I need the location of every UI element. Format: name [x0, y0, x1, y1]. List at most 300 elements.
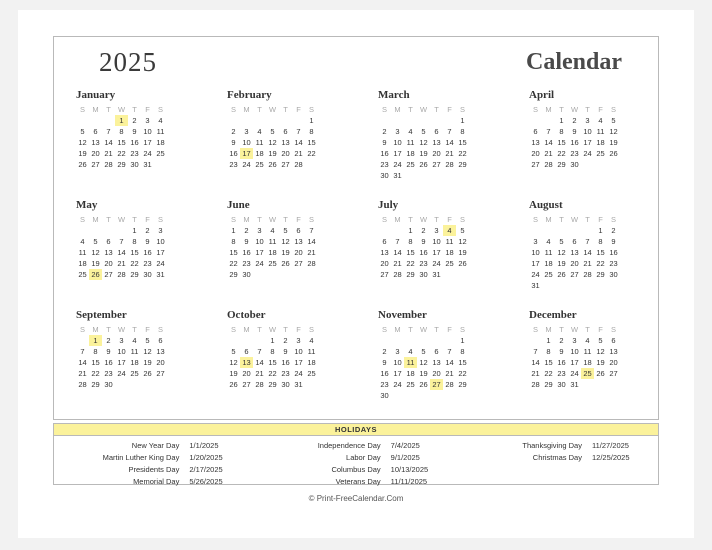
holiday-date: 1/1/2025	[189, 441, 219, 450]
month-day-grid	[227, 104, 318, 170]
day-cell-empty	[581, 379, 594, 390]
day-cell: 4	[585, 336, 590, 345]
day-cell: 13	[432, 358, 441, 367]
week-row	[76, 269, 167, 280]
day-cell: 28	[445, 380, 454, 389]
day-cell-empty	[253, 115, 266, 126]
day-cell: 26	[268, 160, 277, 169]
day-cell: 12	[281, 237, 290, 246]
day-cell-empty	[529, 335, 542, 346]
month-block	[54, 309, 205, 419]
day-cell: 14	[78, 358, 87, 367]
day-cell: 22	[117, 149, 126, 158]
week-row	[378, 115, 469, 126]
day-cell: 4	[309, 336, 314, 345]
day-cell: 8	[270, 347, 275, 356]
day-cell: 29	[406, 270, 415, 279]
day-cell: 4	[546, 237, 551, 246]
day-cell-empty	[128, 379, 141, 390]
week-row	[529, 346, 620, 357]
weekday-header: M	[394, 325, 401, 334]
day-cell-empty	[115, 379, 128, 390]
day-cell: 3	[296, 336, 301, 345]
day-cell: 25	[156, 149, 165, 158]
day-cell: 29	[91, 380, 100, 389]
holiday-date: 2/17/2025	[189, 465, 223, 474]
weekday-header: M	[92, 215, 99, 224]
day-cell: 13	[531, 138, 540, 147]
day-cell: 2	[231, 127, 236, 136]
day-cell: 15	[458, 358, 467, 367]
day-cell: 4	[408, 347, 413, 356]
day-cell: 3	[257, 226, 262, 235]
day-cell: 15	[544, 358, 553, 367]
day-cell: 24	[242, 160, 251, 169]
week-row	[76, 126, 167, 137]
weekday-header: S	[79, 105, 85, 114]
day-cell: 18	[130, 358, 139, 367]
month-day-grid	[76, 104, 167, 170]
day-cell: 25	[130, 369, 139, 378]
holiday-date: 12/25/2025	[591, 453, 630, 462]
month-day-grid	[76, 214, 167, 280]
weekday-header: T	[559, 215, 564, 224]
day-cell: 27	[281, 160, 290, 169]
week-row	[76, 258, 167, 269]
weekday-header: W	[268, 325, 277, 334]
day-cell: 18	[406, 369, 415, 378]
day-cell: 27	[91, 160, 100, 169]
day-cell: 12	[91, 248, 100, 257]
day-cell: 10	[117, 347, 126, 356]
weekday-header: W	[570, 215, 579, 224]
holiday-row	[263, 440, 448, 452]
day-cell: 27	[609, 369, 618, 378]
holidays-header: HOLIDAYS	[54, 424, 658, 436]
day-cell: 23	[104, 369, 113, 378]
month-name: February	[227, 89, 272, 101]
day-cell: 19	[596, 358, 605, 367]
day-cell: 6	[382, 237, 387, 246]
day-cell: 15	[458, 138, 467, 147]
day-cell: 19	[91, 259, 100, 268]
day-cell: 24	[531, 270, 540, 279]
day-cell-empty	[456, 269, 469, 280]
month-block	[507, 199, 658, 309]
month-name: September	[76, 309, 127, 321]
day-cell: 3	[533, 237, 538, 246]
day-cell: 19	[458, 248, 467, 257]
day-cell: 12	[419, 358, 428, 367]
week-row	[378, 126, 469, 137]
weekday-header: T	[106, 215, 111, 224]
day-cell: 10	[156, 237, 165, 246]
day-cell: 29	[229, 270, 238, 279]
day-cell-empty	[89, 115, 102, 126]
day-cell: 22	[130, 259, 139, 268]
week-row	[227, 258, 318, 269]
weekday-header: W	[570, 105, 579, 114]
day-cell: 13	[570, 248, 579, 257]
day-cell: 27	[242, 380, 251, 389]
week-row	[529, 280, 620, 291]
day-cell: 13	[294, 237, 303, 246]
weekday-header: M	[92, 325, 99, 334]
day-cell: 28	[255, 380, 264, 389]
month-name: November	[378, 309, 427, 321]
day-cell: 25	[544, 270, 553, 279]
month-day-grid	[529, 214, 620, 291]
weekday-header: T	[408, 105, 413, 114]
weekday-header: T	[434, 215, 439, 224]
day-cell: 29	[130, 270, 139, 279]
weekday-header: T	[585, 325, 590, 334]
day-cell-empty	[404, 335, 417, 346]
day-cell: 9	[244, 237, 249, 246]
week-row	[378, 269, 469, 280]
week-row	[227, 335, 318, 346]
holiday-name: Martin Luther King Day	[102, 453, 180, 462]
day-cell: 28	[104, 160, 113, 169]
day-cell: 22	[307, 149, 316, 158]
calendar-title-row	[54, 37, 658, 89]
day-cell: 8	[93, 347, 98, 356]
day-cell: 11	[404, 357, 417, 368]
weekday-header: T	[434, 325, 439, 334]
day-cell: 17	[117, 358, 126, 367]
month-day-grid	[76, 324, 167, 390]
day-cell: 11	[445, 237, 454, 246]
week-row	[76, 236, 167, 247]
day-cell: 13	[281, 138, 290, 147]
day-cell: 17	[531, 259, 540, 268]
day-cell: 10	[393, 358, 402, 367]
day-cell: 30	[130, 160, 139, 169]
day-cell: 28	[393, 270, 402, 279]
week-row	[378, 379, 469, 390]
weekday-header: T	[585, 105, 590, 114]
day-cell: 16	[104, 358, 113, 367]
holiday-row	[263, 476, 448, 488]
day-cell-empty	[581, 280, 594, 291]
day-cell: 10	[531, 248, 540, 257]
day-cell: 29	[557, 160, 566, 169]
day-cell: 7	[533, 347, 538, 356]
weekday-header: T	[132, 215, 137, 224]
weekday-header: W	[268, 215, 277, 224]
day-cell-empty	[430, 390, 443, 401]
day-cell-empty	[417, 115, 430, 126]
weekday-header: S	[308, 215, 314, 224]
weekday-header: S	[459, 215, 465, 224]
day-cell: 23	[609, 259, 618, 268]
day-cell: 25	[596, 149, 605, 158]
day-cell: 16	[380, 369, 389, 378]
holiday-name: Columbus Day	[331, 465, 381, 474]
day-cell: 10	[255, 237, 264, 246]
calendar-sheet	[53, 36, 659, 420]
day-cell: 22	[406, 259, 415, 268]
day-cell: 30	[242, 270, 251, 279]
day-cell: 4	[158, 116, 163, 125]
holiday-column	[255, 440, 456, 488]
week-row	[76, 357, 167, 368]
weekday-header: T	[257, 215, 262, 224]
day-cell: 15	[268, 358, 277, 367]
day-cell: 12	[229, 358, 238, 367]
day-cell: 26	[78, 160, 87, 169]
holiday-row	[465, 440, 650, 452]
month-name: October	[227, 309, 266, 321]
weekday-header: T	[559, 105, 564, 114]
day-cell-empty	[154, 379, 167, 390]
day-cell: 16	[380, 149, 389, 158]
weekday-header: M	[545, 325, 552, 334]
weekday-header: T	[283, 105, 288, 114]
day-cell-empty	[391, 335, 404, 346]
day-cell: 24	[393, 380, 402, 389]
day-cell: 13	[91, 138, 100, 147]
day-cell: 19	[419, 369, 428, 378]
holiday-date: 11/11/2025	[390, 477, 428, 486]
day-cell: 11	[583, 347, 592, 356]
day-cell: 4	[443, 225, 456, 236]
day-cell-empty	[89, 225, 102, 236]
month-block	[205, 89, 356, 199]
day-cell: 6	[434, 347, 439, 356]
day-cell: 6	[283, 127, 288, 136]
day-cell: 1	[559, 116, 564, 125]
holiday-row	[263, 452, 448, 464]
day-cell: 23	[143, 259, 152, 268]
week-row	[227, 346, 318, 357]
week-row	[76, 159, 167, 170]
day-cell: 18	[406, 149, 415, 158]
day-cell: 22	[458, 149, 467, 158]
day-cell: 1	[460, 116, 465, 125]
day-cell: 7	[119, 237, 124, 246]
month-day-grid	[378, 104, 469, 181]
day-cell: 11	[307, 347, 316, 356]
holiday-row	[62, 452, 247, 464]
day-cell-empty	[154, 159, 167, 170]
day-cell-empty	[378, 115, 391, 126]
week-row	[227, 225, 318, 236]
day-cell: 19	[557, 259, 566, 268]
day-cell: 13	[432, 138, 441, 147]
day-cell: 12	[609, 127, 618, 136]
weekday-header: S	[230, 215, 236, 224]
day-cell: 9	[611, 237, 616, 246]
day-cell: 17	[583, 138, 592, 147]
holiday-name: Christmas Day	[532, 453, 582, 462]
holiday-date: 11/27/2025	[591, 441, 629, 450]
day-cell-empty	[417, 170, 430, 181]
holiday-row	[62, 476, 247, 488]
weekday-header: F	[447, 325, 452, 334]
day-cell: 30	[570, 160, 579, 169]
day-cell: 22	[91, 369, 100, 378]
weekday-header: S	[610, 105, 616, 114]
week-row	[378, 170, 469, 181]
day-cell: 1	[546, 336, 551, 345]
week-row	[529, 225, 620, 236]
day-cell: 6	[572, 237, 577, 246]
day-cell: 10	[393, 138, 402, 147]
day-cell: 5	[145, 336, 150, 345]
day-cell: 2	[382, 347, 387, 356]
day-cell-empty	[305, 379, 318, 390]
week-row	[378, 390, 469, 401]
day-cell: 8	[460, 347, 465, 356]
month-block	[54, 199, 205, 309]
day-cell: 3	[585, 116, 590, 125]
day-cell-empty	[305, 269, 318, 280]
day-cell: 12	[557, 248, 566, 257]
holiday-row	[62, 440, 247, 452]
day-cell: 6	[106, 237, 111, 246]
day-cell-empty	[594, 159, 607, 170]
day-cell: 6	[93, 127, 98, 136]
day-cell-empty	[443, 335, 456, 346]
day-cell: 30	[281, 380, 290, 389]
weekday-header: S	[459, 325, 465, 334]
weekday-header: T	[132, 325, 137, 334]
weekday-header: T	[585, 215, 590, 224]
day-cell-empty	[378, 335, 391, 346]
day-cell: 1	[270, 336, 275, 345]
holiday-date: 1/20/2025	[189, 453, 223, 462]
day-cell-empty	[391, 225, 404, 236]
day-cell: 19	[281, 248, 290, 257]
day-cell: 19	[419, 149, 428, 158]
day-cell: 11	[406, 138, 415, 147]
day-cell: 13	[609, 347, 618, 356]
day-cell: 24	[156, 259, 165, 268]
day-cell: 9	[382, 358, 387, 367]
day-cell-empty	[391, 115, 404, 126]
day-cell: 26	[557, 270, 566, 279]
day-cell: 9	[572, 127, 577, 136]
day-cell: 22	[557, 149, 566, 158]
weekday-header: W	[419, 215, 428, 224]
week-row	[529, 115, 620, 126]
day-cell: 25	[406, 380, 415, 389]
day-cell: 31	[294, 380, 303, 389]
day-cell: 24	[117, 369, 126, 378]
day-cell: 5	[421, 127, 426, 136]
day-cell: 2	[244, 226, 249, 235]
weekday-header: T	[408, 215, 413, 224]
day-cell: 3	[145, 116, 150, 125]
day-cell: 21	[445, 149, 454, 158]
month-block	[54, 89, 205, 199]
day-cell-empty	[529, 115, 542, 126]
day-cell: 17	[393, 149, 402, 158]
day-cell: 9	[231, 138, 236, 147]
month-block	[356, 199, 507, 309]
day-cell-empty	[76, 335, 89, 346]
day-cell-empty	[443, 115, 456, 126]
day-cell: 24	[255, 259, 264, 268]
day-cell-empty	[607, 379, 620, 390]
day-cell: 10	[570, 347, 579, 356]
weekday-header: S	[79, 325, 85, 334]
day-cell-empty	[542, 280, 555, 291]
day-cell-empty	[443, 269, 456, 280]
week-row	[76, 137, 167, 148]
week-row	[529, 335, 620, 346]
day-cell: 31	[143, 160, 152, 169]
day-cell: 15	[596, 248, 605, 257]
week-row	[378, 368, 469, 379]
week-row	[529, 126, 620, 137]
day-cell-empty	[76, 115, 89, 126]
day-cell-empty	[430, 170, 443, 181]
day-cell: 26	[419, 380, 428, 389]
day-cell: 6	[158, 336, 163, 345]
day-cell: 2	[559, 336, 564, 345]
day-cell: 27	[156, 369, 165, 378]
day-cell: 5	[460, 226, 465, 235]
day-cell: 7	[80, 347, 85, 356]
day-cell: 10	[242, 138, 251, 147]
day-cell: 5	[231, 347, 236, 356]
day-cell: 2	[283, 336, 288, 345]
week-row	[378, 346, 469, 357]
day-cell: 28	[117, 270, 126, 279]
day-cell-empty	[253, 269, 266, 280]
day-cell: 24	[143, 149, 152, 158]
day-cell: 21	[307, 248, 316, 257]
day-cell: 5	[559, 237, 564, 246]
week-row	[529, 258, 620, 269]
weekday-header: F	[296, 215, 301, 224]
week-row	[227, 269, 318, 280]
day-cell: 18	[78, 259, 87, 268]
day-cell: 20	[432, 149, 441, 158]
week-row	[529, 159, 620, 170]
weekday-header: S	[459, 105, 465, 114]
weekday-header: S	[79, 215, 85, 224]
day-cell-empty	[240, 335, 253, 346]
month-day-grid	[227, 214, 318, 280]
day-cell: 28	[531, 380, 540, 389]
week-row	[529, 137, 620, 148]
weekday-header: S	[157, 215, 163, 224]
week-row	[529, 247, 620, 258]
weekday-header: T	[106, 105, 111, 114]
day-cell: 11	[255, 138, 264, 147]
day-cell: 8	[598, 237, 603, 246]
day-cell: 19	[609, 138, 618, 147]
holiday-name: Memorial Day	[133, 477, 180, 486]
holidays-columns	[54, 436, 658, 488]
day-cell-empty	[417, 335, 430, 346]
day-cell: 23	[570, 149, 579, 158]
day-cell: 4	[132, 336, 137, 345]
day-cell: 25	[445, 259, 454, 268]
day-cell: 11	[130, 347, 139, 356]
day-cell-empty	[266, 269, 279, 280]
day-cell: 23	[557, 369, 566, 378]
day-cell: 14	[544, 138, 553, 147]
holiday-date: 9/1/2025	[390, 453, 420, 462]
day-cell: 18	[307, 358, 316, 367]
day-cell-empty	[115, 225, 128, 236]
day-cell: 26	[143, 369, 152, 378]
holiday-name: New Year Day	[131, 441, 180, 450]
